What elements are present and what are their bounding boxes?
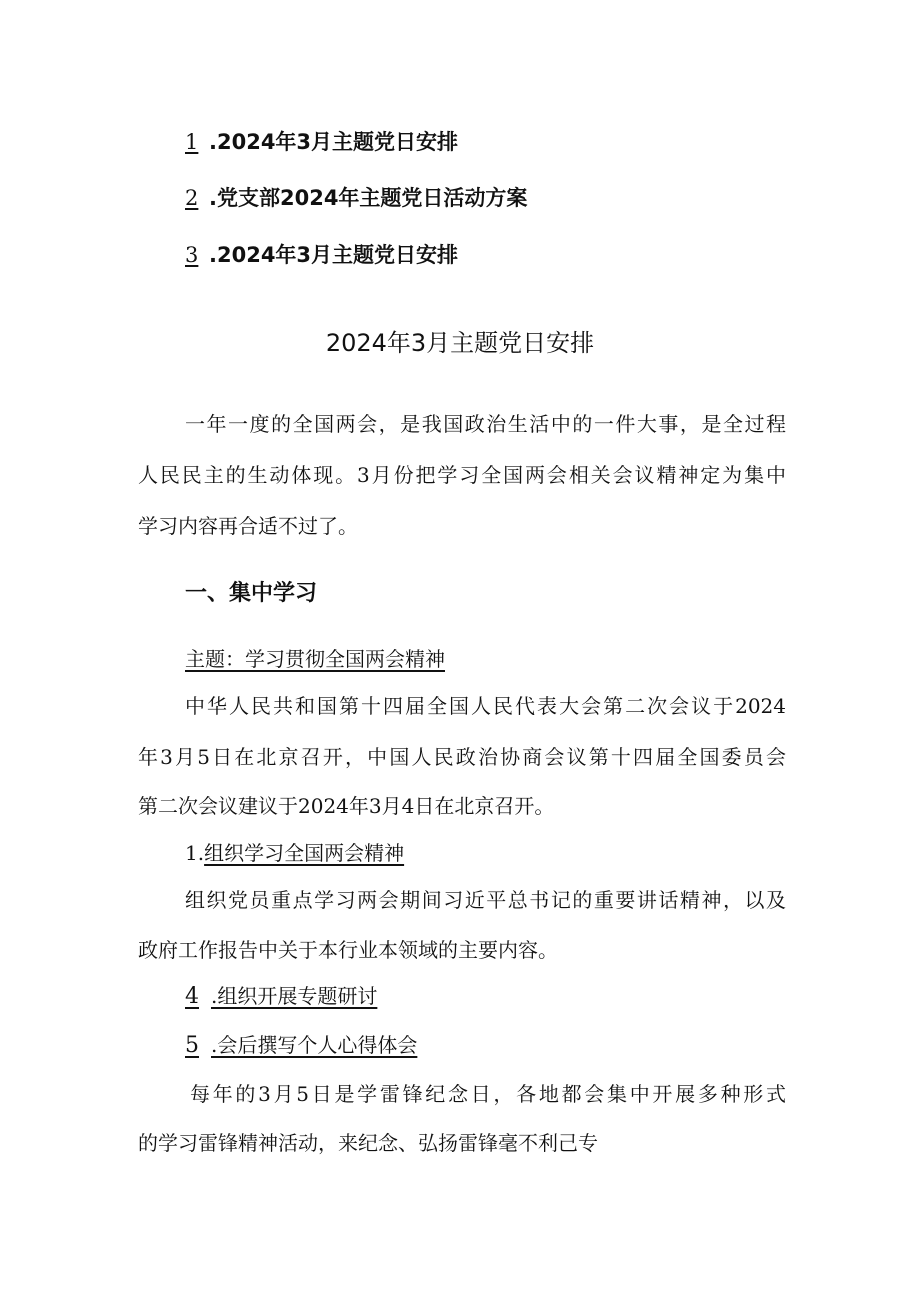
toc-text: .2024年3月主题党日安排 <box>209 243 459 267</box>
toc-number: 1 <box>185 130 199 154</box>
list-item-text: .会后撰写个人心得体会 <box>211 1033 418 1057</box>
list-item-number: 4 <box>185 984 199 1009</box>
para3-line-1: 每年的3月5日是学雷锋纪念日，各地都会集中开展多种形式 <box>190 1082 786 1106</box>
para1-line-1: 中华人民共和国第十四届全国人民代表大会第二次会议于2024 <box>185 694 786 718</box>
toc-number: 3 <box>185 243 199 267</box>
toc-number: 2 <box>185 186 199 210</box>
section-heading: 一、集中学习 <box>185 581 318 606</box>
toc-item-1[interactable] <box>185 126 458 156</box>
list-item-4 <box>185 980 377 1009</box>
toc-item-3[interactable] <box>185 239 458 269</box>
para2-line-2: 政府工作报告中关于本行业本领域的主要内容。 <box>138 938 558 962</box>
para1-line-3: 第二次会议建议于2024年3月4日在北京召开。 <box>138 794 555 818</box>
document-title: 2024年3月主题党日安排 <box>325 329 595 357</box>
toc-item-2[interactable] <box>185 182 527 212</box>
intro-line-2: 人民民主的生动体现。3月份把学习全国两会相关会议精神定为集中 <box>138 463 786 487</box>
intro-line-3: 学习内容再合适不过了。 <box>138 514 358 538</box>
para1-line-2: 年3月5日在北京召开，中国人民政治协商会议第十四届全国委员会 <box>138 745 786 769</box>
list-item-5 <box>185 1029 417 1058</box>
intro-line-1: 一年一度的全国两会，是我国政治生活中的一件大事，是全过程 <box>185 412 786 436</box>
toc-text: .党支部2024年主题党日活动方案 <box>209 186 528 210</box>
theme-line: 主题：学习贯彻全国两会精神 <box>185 647 445 671</box>
list-item-text: 组织学习全国两会精神 <box>204 841 405 865</box>
list-item-number: 5 <box>185 1033 199 1058</box>
list-item-prefix: 1. <box>185 841 205 865</box>
para3-line-2: 的学习雷锋精神活动，来纪念、弘扬雷锋毫不利己专 <box>138 1131 598 1155</box>
para2-line-1: 组织党员重点学习两会期间习近平总书记的重要讲话精神，以及 <box>185 888 786 912</box>
list-item-1 <box>185 837 404 866</box>
list-item-text: .组织开展专题研讨 <box>211 984 378 1008</box>
toc-text: .2024年3月主题党日安排 <box>209 130 459 154</box>
